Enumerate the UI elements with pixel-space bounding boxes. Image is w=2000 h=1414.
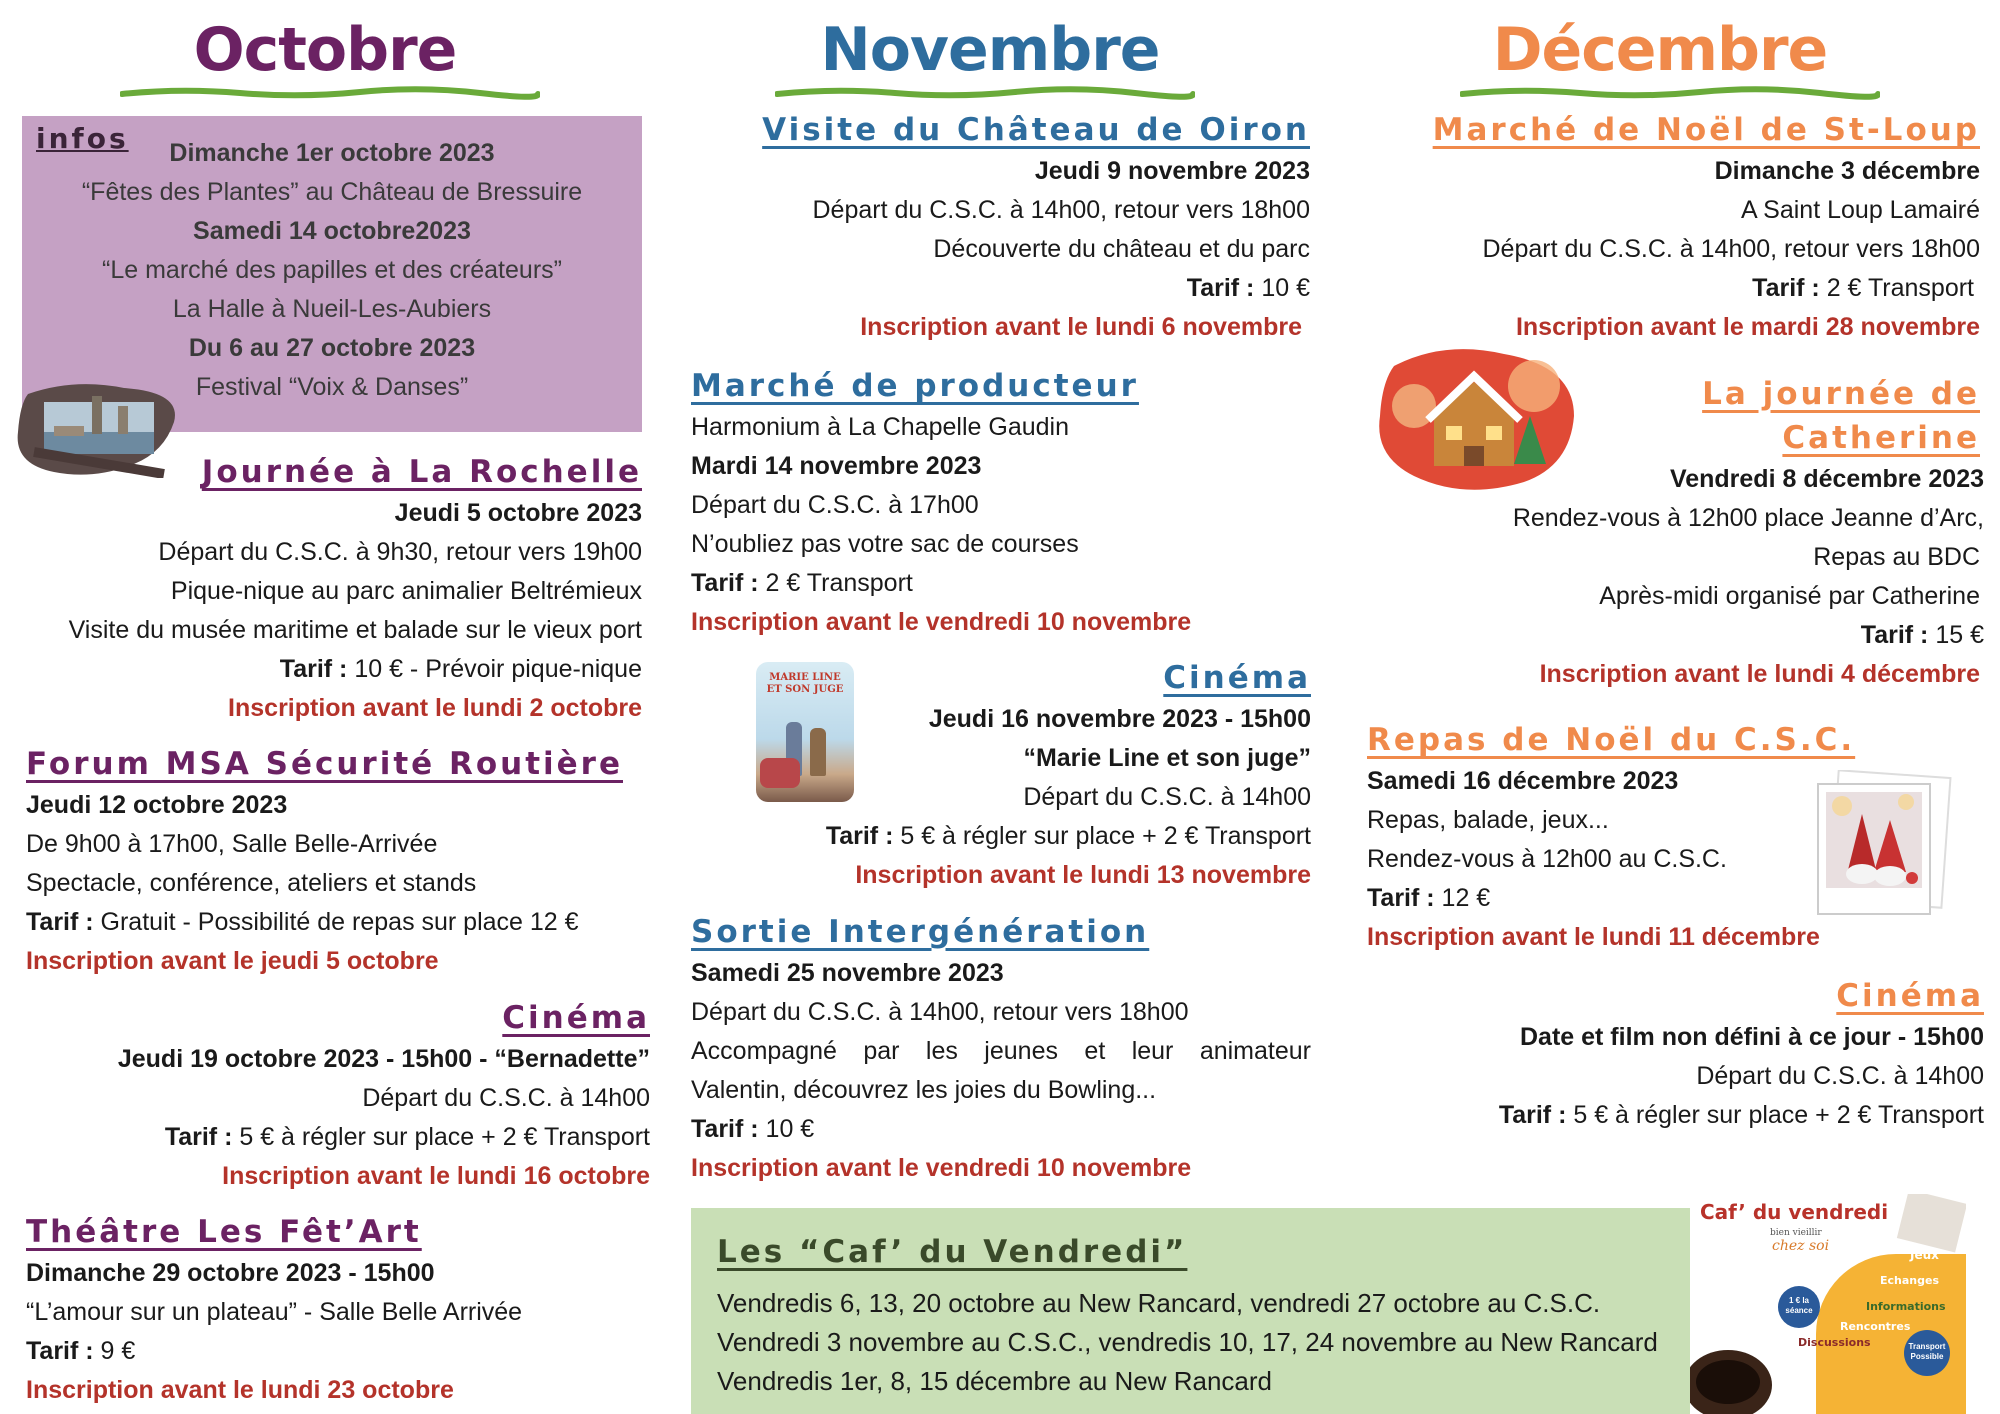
cafe-line: Vendredis 1er, 8, 15 décembre au New Rancard (717, 1366, 1273, 1396)
event-date: Jeudi 9 novembre 2023 (1034, 157, 1310, 185)
event-inscription: Inscription avant le vendredi 10 novembre (691, 1154, 1192, 1182)
flyer-word-jeux: Jeux (1910, 1248, 1939, 1262)
event-tarif (26, 903, 646, 942)
tarif-label: Tarif : (26, 1337, 94, 1365)
tarif-label: Tarif : (26, 908, 94, 936)
event-line: Départ du C.S.C. à 14h00, retour vers 18h00 (812, 196, 1310, 224)
event-inscription: Inscription avant le lundi 13 novembre (855, 861, 1311, 889)
event-date: Date et film non défini à ce jour - 15h00 (1520, 1023, 1984, 1051)
event-tarif (691, 564, 1311, 603)
tarif-value: 5 € à régler sur place + 2 € Transport (1566, 1101, 1984, 1129)
tarif-label: Tarif : (1752, 274, 1820, 302)
cafe-title: Les “Caf’ du Vendredi” (717, 1234, 1188, 1270)
tarif-value: 9 € (93, 1337, 136, 1365)
event-date: Samedi 25 novembre 2023 (691, 959, 1004, 987)
event-inscription: Inscription avant le lundi 16 octobre (222, 1162, 650, 1190)
event-title: La journée de (1702, 376, 1980, 412)
event-date: Jeudi 5 octobre 2023 (394, 499, 642, 527)
tarif-label: Tarif : (1860, 621, 1929, 649)
event-forum-msa (26, 742, 646, 981)
event-line: Repas, balade, jeux... (1367, 806, 1609, 834)
tarif-label: Tarif : (1367, 884, 1435, 912)
event-line: Départ du C.S.C. à 14h00 (1696, 1062, 1984, 1090)
october-underline (120, 86, 540, 100)
december-underline (1460, 86, 1880, 100)
event-cinema-november (691, 656, 1311, 895)
event-tarif (1360, 269, 1974, 308)
gnome-polaroid-photo (1812, 770, 1954, 918)
event-line: Départ du C.S.C. à 9h30, retour vers 19h00 (158, 538, 642, 566)
infos-label: infos (36, 122, 129, 155)
event-title: Forum MSA Sécurité Routière (26, 746, 623, 782)
event-line: A Saint Loup Lamairé (1740, 196, 1980, 224)
infos-line: Du 6 au 27 octobre 2023 (188, 334, 476, 362)
tarif-value: 10 € - Prévoir pique-nique (347, 655, 642, 683)
infos-line: Dimanche 1er octobre 2023 (169, 139, 495, 167)
november-underline (775, 86, 1195, 100)
flyer-word-informations: Informations (1866, 1300, 1946, 1313)
event-line: Découverte du château et du parc (933, 235, 1310, 263)
event-line: N’oubliez pas votre sac de courses (691, 530, 1079, 558)
event-line: De 9h00 à 17h00, Salle Belle-Arrivée (26, 830, 438, 858)
event-line: Spectacle, conférence, ateliers et stands (26, 869, 477, 897)
event-title: Théâtre Les Fêt’Art (26, 1214, 422, 1250)
tarif-label: Tarif : (691, 569, 759, 597)
event-cinema-december (1360, 974, 1984, 1135)
infos-line: “Le marché des papilles et des créateurs” (102, 256, 562, 284)
event-tarif (690, 269, 1310, 308)
event-la-rochelle (22, 450, 642, 728)
event-inscription: Inscription avant le lundi 23 octobre (26, 1376, 454, 1404)
tarif-value: 5 € à régler sur place + 2 € Transport (893, 822, 1311, 850)
event-line: Repas au BDC (1813, 543, 1980, 571)
event-marche-producteur (691, 364, 1311, 642)
flyer-badge-transport: Transport Possible (1904, 1330, 1950, 1376)
tarif-label: Tarif : (279, 655, 348, 683)
event-date: Jeudi 16 novembre 2023 - 15h00 (928, 705, 1311, 733)
flyer-badge-price: 1 € la séance (1778, 1286, 1820, 1328)
cafe-lines (717, 1284, 1658, 1401)
event-title: Cinéma (502, 1000, 650, 1036)
tarif-label: Tarif : (1186, 274, 1255, 302)
event-sortie-intergeneration (691, 910, 1311, 1188)
event-line: Harmonium à La Chapelle Gaudin (691, 413, 1069, 441)
event-title: Cinéma (1163, 660, 1311, 696)
event-line: Après-midi organisé par Catherine (1599, 582, 1980, 610)
event-inscription: Inscription avant le lundi 6 novembre (860, 313, 1302, 341)
event-line: Accompagné par les jeunes et leur animateur (691, 1037, 1311, 1065)
november-column (680, 0, 1320, 100)
event-tarif (1360, 616, 1984, 655)
event-line: Départ du C.S.C. à 17h00 (691, 491, 979, 519)
event-line: Pique-nique au parc animalier Beltrémieux (170, 577, 642, 605)
event-title: Marché de Noël de St-Loup (1432, 112, 1980, 148)
event-title: Cinéma (1836, 978, 1984, 1014)
event-line: “L’amour sur un plateau” - Salle Belle Arrivée (26, 1298, 523, 1326)
event-stloup (1360, 108, 1980, 347)
event-theatre (26, 1210, 646, 1410)
event-line: Valentin, découvrez les joies du Bowling... (691, 1076, 1157, 1104)
event-line: Départ du C.S.C. à 14h00, retour vers 18h00 (691, 998, 1189, 1026)
tarif-value: Gratuit - Possibilité de repas sur place 12 € (93, 908, 579, 936)
event-inscription: Inscription avant le mardi 28 novembre (1515, 313, 1980, 341)
event-title: Sortie Intergénération (691, 914, 1150, 950)
cafe-line: Vendredi 3 novembre au C.S.C., vendredis 10, 17, 24 novembre au New Rancard (717, 1327, 1658, 1357)
event-date: Jeudi 12 octobre 2023 (26, 791, 288, 819)
event-inscription: Inscription avant le lundi 2 octobre (228, 694, 642, 722)
poster-title: MARIE LINE ET SON JUGE (766, 672, 844, 695)
tarif-value: 2 € Transport (758, 569, 913, 597)
cafe-flyer (1690, 1194, 1966, 1414)
infos-line: “Fêtes des Plantes” au Château de Bressuire (81, 178, 583, 206)
event-oiron (690, 108, 1310, 347)
december-column (1340, 0, 2000, 100)
event-line: Visite du musée maritime et balade sur le vieux port (68, 616, 642, 644)
flyer-brand: bien vieillir (1770, 1228, 1822, 1238)
event-tarif (691, 1110, 1311, 1149)
infos-line: Samedi 14 octobre2023 (193, 217, 471, 245)
event-line: Rendez-vous à 12h00 place Jeanne d’Arc, (1512, 504, 1984, 532)
tarif-value: 10 € (1254, 274, 1310, 302)
flyer-brand-2: chez soi (1772, 1238, 1830, 1254)
flyer-word-rencontres: Rencontres (1840, 1320, 1911, 1333)
tarif-value: 10 € (758, 1115, 815, 1143)
event-journee-catherine (1360, 372, 1984, 694)
infos-lines (22, 134, 642, 407)
event-tarif (1360, 1096, 1984, 1135)
event-inscription: Inscription avant le lundi 11 décembre (1367, 923, 1820, 951)
tarif-value: 5 € à régler sur place + 2 € Transport (232, 1123, 650, 1151)
event-title: Marché de producteur (691, 368, 1139, 404)
event-cinema-october (22, 996, 650, 1196)
event-film: “Marie Line et son juge” (1023, 744, 1311, 772)
event-line: Rendez-vous à 12h00 au C.S.C. (1367, 845, 1727, 873)
october-column (0, 0, 660, 100)
event-line: Départ du C.S.C. à 14h00, retour vers 18h00 (1482, 235, 1980, 263)
playing-cards-icon (1897, 1194, 1966, 1253)
november-title: Novembre (820, 15, 1160, 85)
event-inscription: Inscription avant le lundi 4 décembre (1539, 660, 1980, 688)
event-title: Repas de Noël du C.S.C. (1367, 722, 1856, 758)
december-title: Décembre (1492, 15, 1828, 85)
event-tarif (691, 817, 1311, 856)
infos-line: La Halle à Nueil-Les-Aubiers (172, 295, 492, 323)
event-title: Catherine (1782, 420, 1980, 456)
event-date: Vendredi 8 décembre 2023 (1669, 465, 1984, 493)
tarif-label: Tarif : (691, 1115, 759, 1143)
event-date: Samedi 16 décembre 2023 (1367, 767, 1679, 795)
event-title: Visite du Château de Oiron (762, 112, 1310, 148)
event-tarif (22, 1118, 650, 1157)
event-inscription: Inscription avant le jeudi 5 octobre (26, 947, 439, 975)
event-line: Départ du C.S.C. à 14h00 (362, 1084, 650, 1112)
flyer-word-echanges: Echanges (1880, 1274, 1940, 1287)
flyer-word-discussions: Discussions (1798, 1336, 1871, 1349)
event-inscription: Inscription avant le vendredi 10 novembre (691, 608, 1192, 636)
event-date: Dimanche 29 octobre 2023 - 15h00 (26, 1259, 435, 1287)
tarif-value: 15 € (1928, 621, 1984, 649)
event-title: Journée à La Rochelle (201, 454, 642, 490)
event-tarif (22, 650, 642, 689)
event-tarif (26, 1332, 646, 1371)
tarif-label: Tarif : (164, 1123, 233, 1151)
event-date: Jeudi 19 octobre 2023 - 15h00 - “Bernadette” (117, 1045, 650, 1073)
cafe-line: Vendredis 6, 13, 20 octobre au New Rancard, vendredi 27 octobre au C.S.C. (717, 1288, 1601, 1318)
tarif-value: 12 € (1434, 884, 1491, 912)
tarif-value: 2 € Transport (1819, 274, 1974, 302)
infos-line: Festival “Voix & Danses” (195, 373, 469, 401)
event-date: Dimanche 3 décembre (1714, 157, 1980, 185)
event-date: Mardi 14 novembre 2023 (691, 452, 982, 480)
october-title: Octobre (193, 15, 457, 85)
tarif-label: Tarif : (825, 822, 894, 850)
tarif-label: Tarif : (1498, 1101, 1567, 1129)
event-line: Départ du C.S.C. à 14h00 (1023, 783, 1311, 811)
flyer-title: Caf’ du vendredi (1700, 1200, 1889, 1224)
